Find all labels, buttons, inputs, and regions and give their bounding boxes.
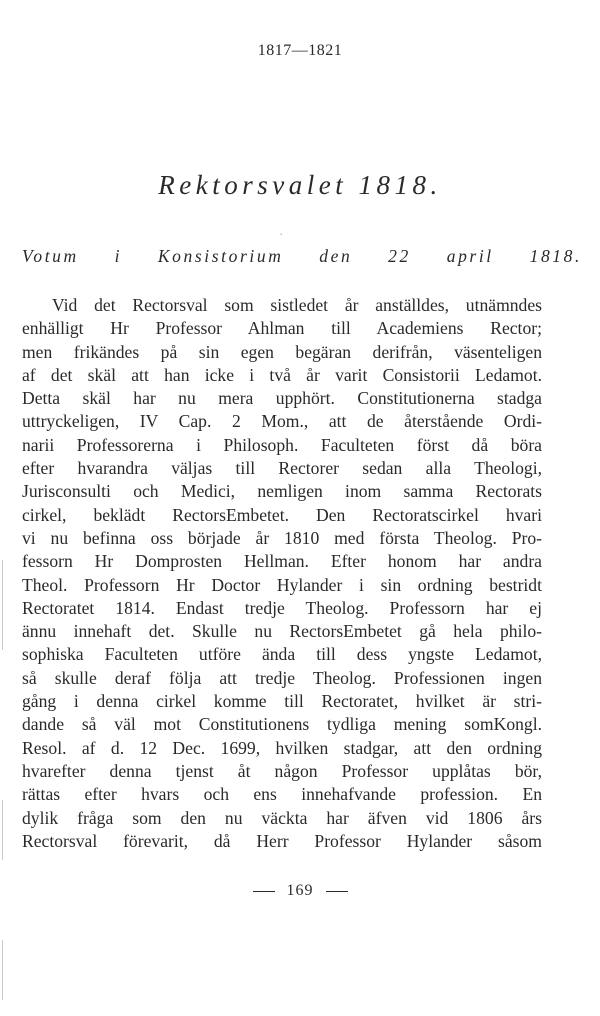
- text-line: enhälligt Hr Professor Ahlman till Academiens Rector;: [22, 318, 542, 339]
- section-title: Rektorsvalet 1818.: [158, 170, 442, 200]
- text-line: cirkel, beklädt RectorsEmbetet. Den Rectoratscirkel hvari: [22, 504, 542, 525]
- text-line: Theol. Professorn Hr Doctor Hylander i sin ordning bestridt: [22, 574, 542, 595]
- text-line: så skulle deraf följa att tredje Theolog. Professionen ingen: [22, 667, 542, 688]
- printer-mark: ‘: [280, 232, 283, 240]
- body-text: [22, 294, 542, 853]
- text-line: dylik fråga som den nu väckta har äfven vid 1806 års: [22, 807, 542, 828]
- text-line: rättas efter hvars och ens innehafvande profession. En: [22, 784, 542, 805]
- text-line: Rectoratet 1814. Endast tredje Theolog. Professorn har ej: [22, 597, 542, 618]
- folio-dash-right: [326, 891, 348, 892]
- text-line: Rectorsval förevarit, då Herr Professor Hylander såsom: [22, 830, 542, 851]
- text-line: sophiska Faculteten utföre ända till dess yngste Ledamot,: [22, 644, 542, 665]
- section-subtitle: Votum i Konsistorium den 22 april 1818.: [22, 246, 582, 266]
- scan-margin-mark: [2, 800, 3, 860]
- scan-margin-mark: [2, 560, 3, 650]
- text-line: Jurisconsulti och Medici, nemligen inom samma Rectorats: [22, 481, 542, 502]
- text-line: fessorn Hr Domprosten Hellman. Efter honom har andra: [22, 551, 542, 572]
- text-line: men frikändes på sin egen begäran derifrån, väsenteligen: [22, 341, 542, 362]
- text-line: Detta skäl har nu mera upphört. Constitutionerna stadga: [22, 388, 542, 409]
- page-footer: [0, 882, 600, 900]
- text-line: Vid det Rectorsval som sistledet år anställdes, utnämndes: [52, 295, 542, 315]
- page-number: 169: [286, 882, 314, 899]
- folio-dash-left: [253, 891, 275, 892]
- text-line: vi nu befinna oss började år 1810 med första Theolog. Pro-: [22, 527, 542, 548]
- running-head: 1817—1821: [257, 42, 343, 59]
- text-line: gång i denna cirkel komme till Rectoratet, hvilket är stri-: [22, 691, 542, 712]
- text-line: uttryckeligen, IV Cap. 2 Mom., att de återstående Ordi-: [22, 411, 542, 432]
- text-line: dande så väl mot Constitutionens tydliga mening somKongl.: [22, 714, 542, 735]
- text-line: efter hvarandra väljas till Rectorer sedan alla Theologi,: [22, 458, 542, 479]
- text-line: Resol. af d. 12 Dec. 1699, hvilken stadgar, att den ordning: [22, 737, 542, 758]
- scan-margin-mark: [2, 940, 3, 1000]
- text-line: ännu innehaft det. Skulle nu RectorsEmbetet gå hela philo-: [22, 621, 542, 642]
- text-line: hvarefter denna tjenst åt någon Professor upplåtas bör,: [22, 760, 542, 781]
- text-line: narii Professorerna i Philosoph. Faculteten först då böra: [22, 434, 542, 455]
- text-line: af det skäl att han icke i två år varit Consistorii Ledamot.: [22, 364, 542, 385]
